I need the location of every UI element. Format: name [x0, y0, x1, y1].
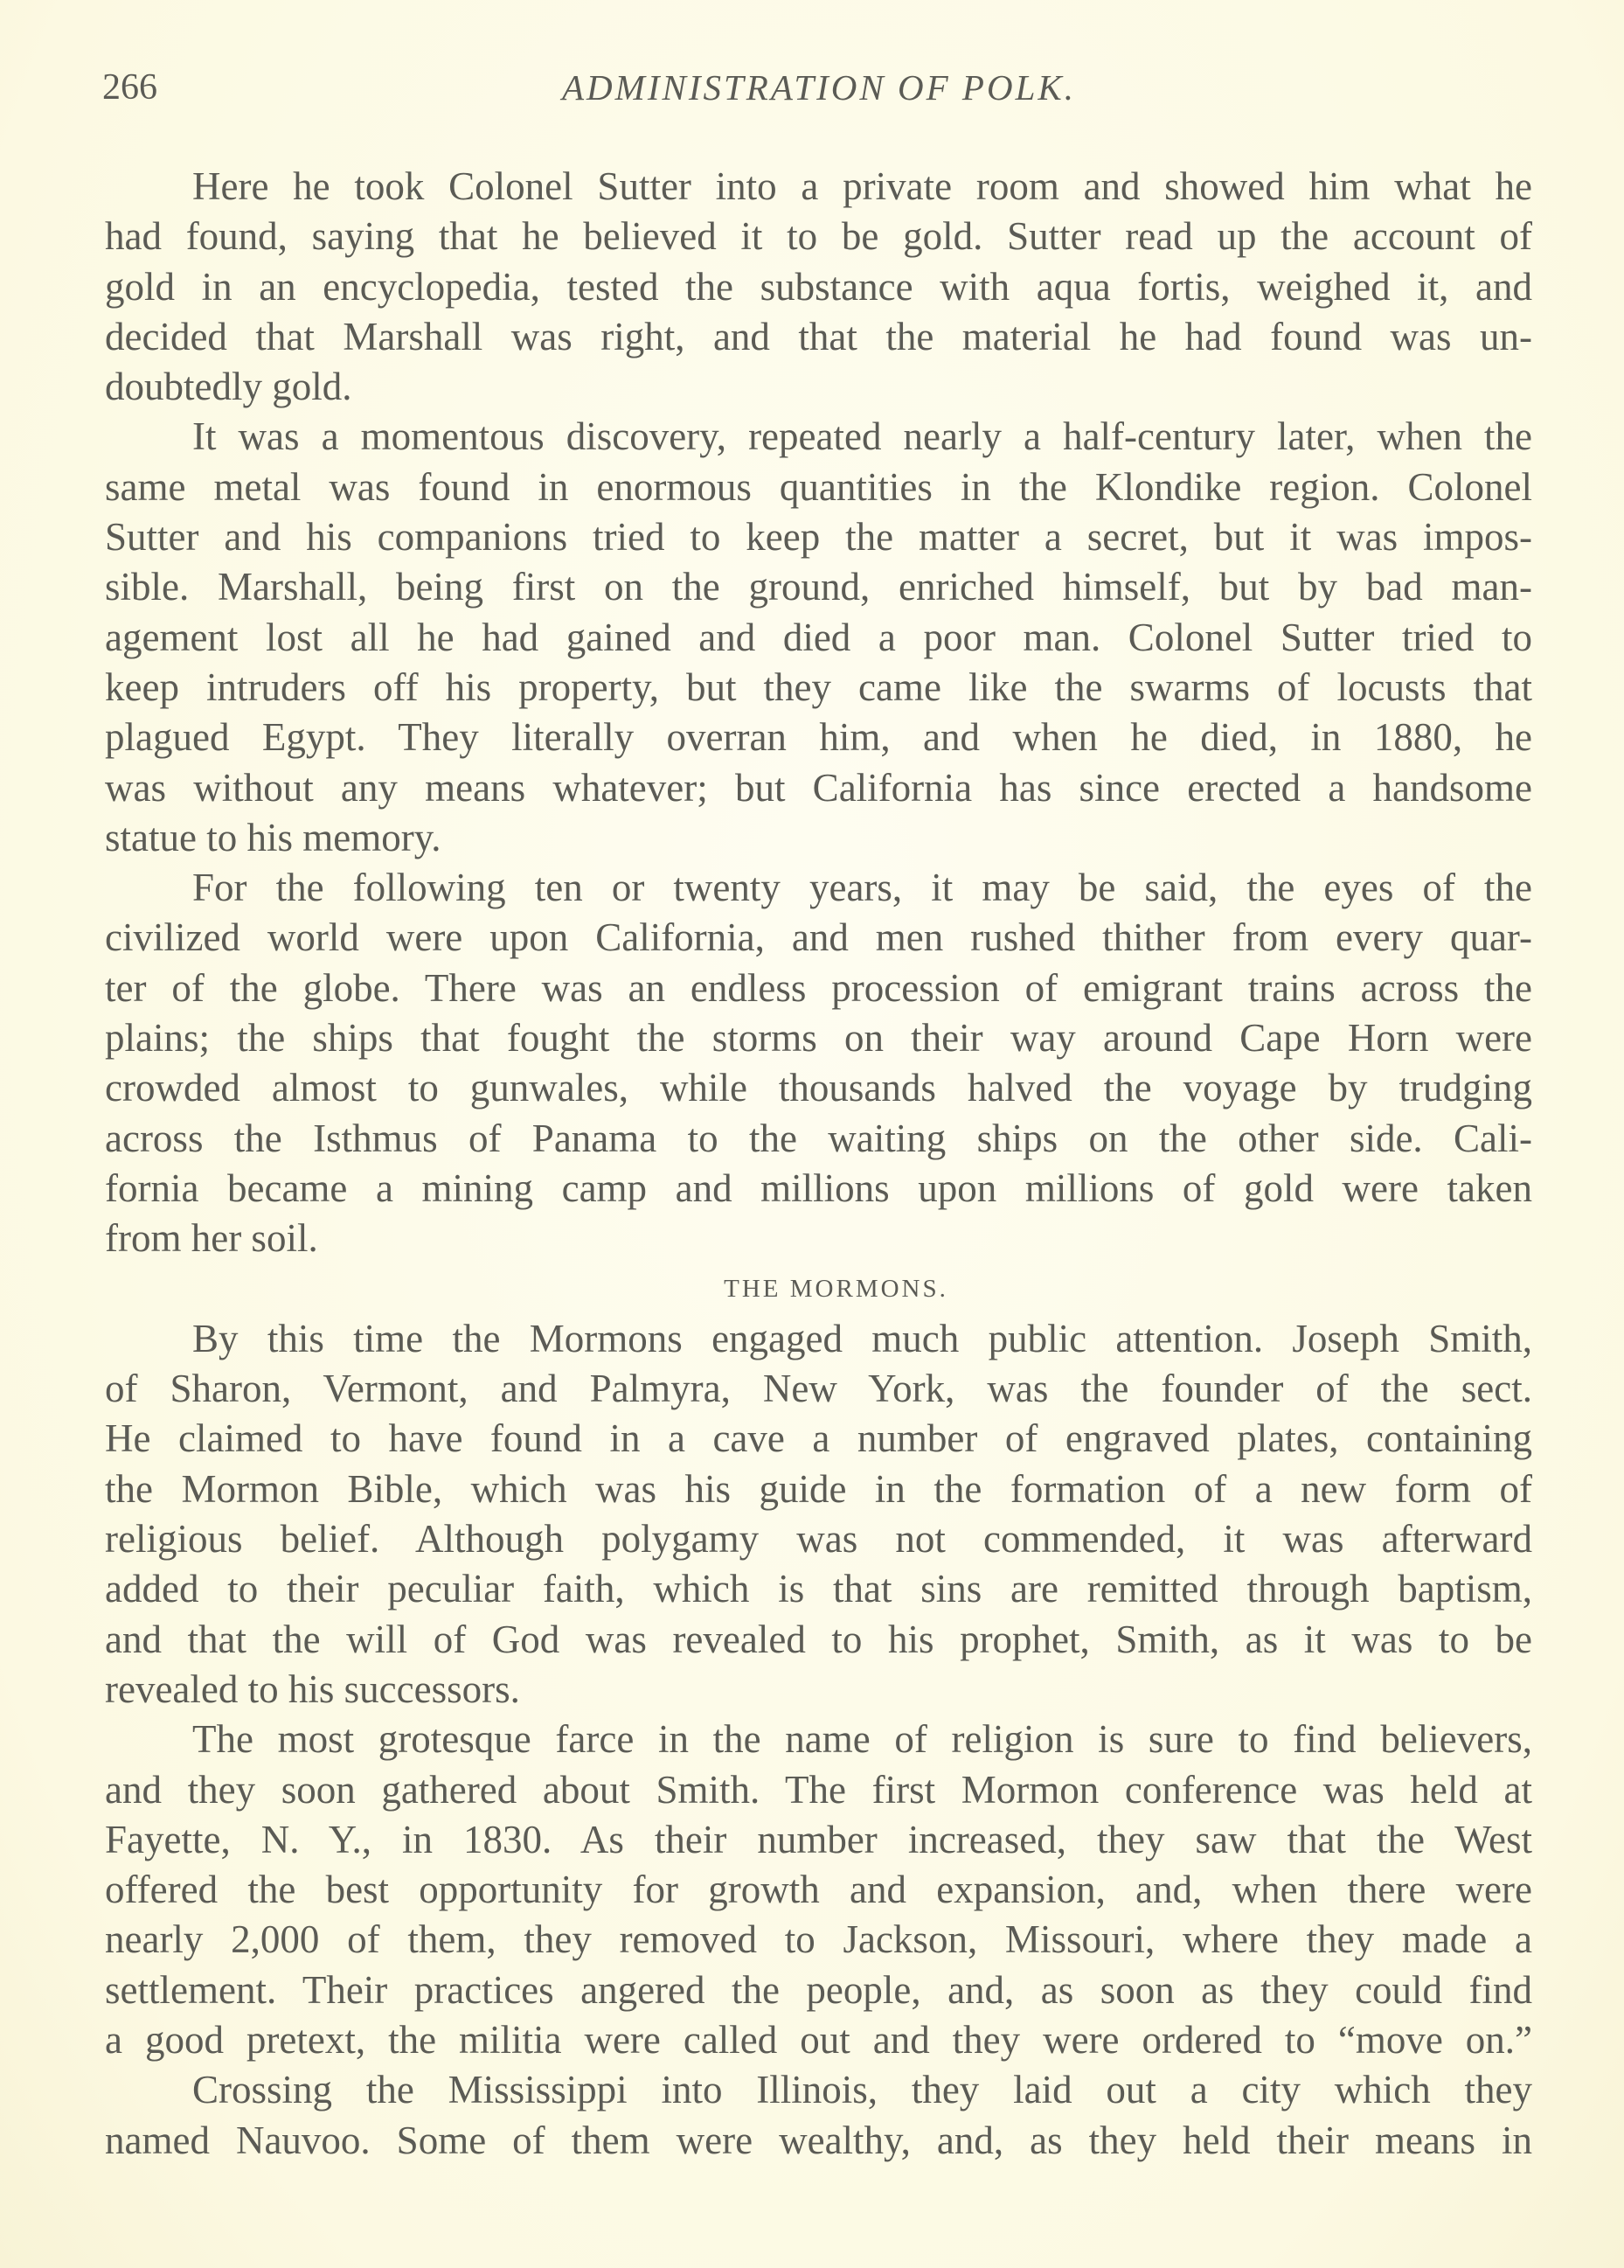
text-line: religious belief. Although polygamy was not commended, it was afterward: [105, 1517, 1532, 1562]
text-line: gold in an encyclopedia, tested the substance with aqua fortis, weighed it, and: [105, 264, 1532, 309]
paragraph: [105, 162, 1532, 412]
text-line: named Nauvoo. Some of them were wealthy, and, as they held their means in: [105, 2118, 1532, 2162]
text-line: a good pretext, the militia were called out and they were ordered to “move on.”: [105, 2017, 1532, 2062]
text-line: Here he took Colonel Sutter into a private room and showed him what he: [192, 164, 1532, 208]
text-line: He claimed to have found in a cave a number of engraved plates, containing: [105, 1416, 1532, 1461]
text-line: from her soil.: [105, 1216, 318, 1261]
text-line: nearly 2,000 of them, they removed to Jackson, Missouri, where they made a: [105, 1917, 1532, 1962]
text-line: same metal was found in enormous quantities in the Klondike region. Colonel: [105, 464, 1532, 509]
text-line: It was a momentous discovery, repeated nearly a half-century later, when the: [192, 414, 1532, 459]
text-line: plains; the ships that fought the storms on their way around Cape Horn were: [105, 1016, 1532, 1061]
text-line: Fayette, N. Y., in 1830. As their number increased, they saw that the West: [105, 1817, 1532, 1861]
text-line: decided that Marshall was right, and that the material he had found was un-: [105, 314, 1532, 358]
text-line: ter of the globe. There was an endless procession of emigrant trains across the: [105, 965, 1532, 1010]
running-title: ADMINISTRATION OF POLK.: [562, 67, 1076, 108]
paragraph: [105, 1715, 1532, 2065]
text-line: was without any means whatever; but California has since erected a handsome: [105, 765, 1532, 810]
text-line: doubtedly gold.: [105, 365, 352, 409]
paragraph: [105, 1314, 1532, 1715]
text-line: For the following ten or twenty years, it may be said, the eyes of the: [192, 866, 1532, 910]
text-line: civilized world were upon California, and men rushed thither from every quar-: [105, 915, 1532, 960]
text-line: added to their peculiar faith, which is that sins are remitted through baptism,: [105, 1567, 1532, 1611]
text-line: revealed to his successors.: [105, 1666, 520, 1711]
text-line: and that the will of God was revealed to his prophet, Smith, as it was to be: [105, 1617, 1532, 1661]
text-line: plagued Egypt. They literally overran him, and when he died, in 1880, he: [105, 715, 1532, 760]
text-line: and they soon gathered about Smith. The first Mormon conference was held at: [105, 1767, 1532, 1812]
text-line: Sutter and his companions tried to keep the matter a secret, but it was impos-: [105, 515, 1532, 560]
paragraph: [105, 412, 1532, 863]
text-line: keep intruders off his property, but they came like the swarms of locusts that: [105, 664, 1532, 709]
text-line: By this time the Mormons engaged much public attention. Joseph Smith,: [192, 1316, 1532, 1360]
text-line: had found, saying that he believed it to be gold. Sutter read up the account of: [105, 214, 1532, 259]
text-line: The most grotesque farce in the name of religion is sure to find believers,: [192, 1717, 1532, 1762]
section-heading: THE MORMONS.: [724, 1274, 948, 1303]
text-line: crowded almost to gunwales, while thousands halved the voyage by trudging: [105, 1066, 1532, 1110]
text-line: agement lost all he had gained and died a poor man. Colonel Sutter tried to: [105, 615, 1532, 659]
text-line: offered the best opportunity for growth and expansion, and, when there were: [105, 1868, 1532, 1912]
paragraph: [105, 2065, 1532, 2166]
text-line: the Mormon Bible, which was his guide in the formation of a new form of: [105, 1466, 1532, 1511]
text-line: Crossing the Mississippi into Illinois, they laid out a city which they: [192, 2068, 1532, 2112]
text-line: of Sharon, Vermont, and Palmyra, New York, was the founder of the sect.: [105, 1367, 1532, 1411]
text-line: across the Isthmus of Panama to the waiting ships on the other side. Cali-: [105, 1116, 1532, 1160]
text-line: fornia became a mining camp and millions upon millions of gold were taken: [105, 1165, 1532, 1210]
text-line: sible. Marshall, being first on the ground, enriched himself, but by bad man-: [105, 565, 1532, 609]
text-line: statue to his memory.: [105, 815, 441, 859]
body-text: [105, 162, 1532, 2166]
page-number: 266: [102, 67, 157, 108]
paragraph: [105, 863, 1532, 1263]
text-line: settlement. Their practices angered the people, and, as soon as they could find: [105, 1967, 1532, 2012]
